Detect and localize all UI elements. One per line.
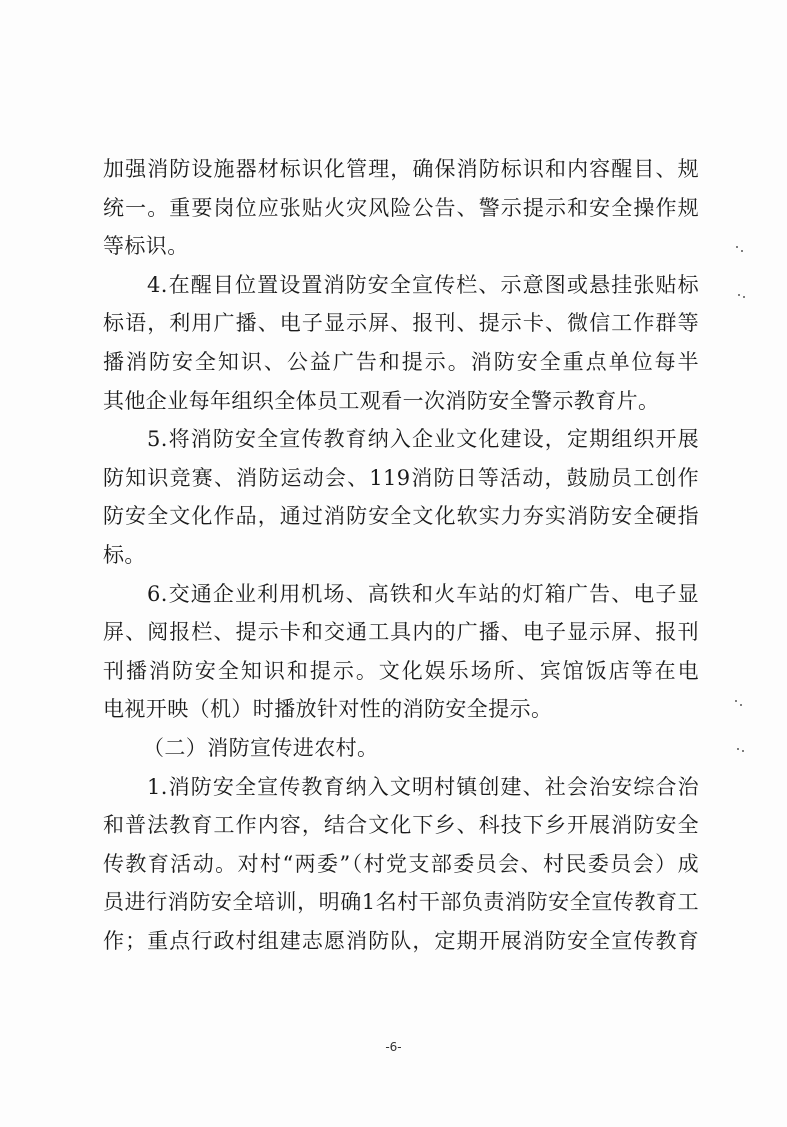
paragraph-line: 传教育活动。对村“两委”（村党支部委员会、村民委员会）成 xyxy=(103,851,699,876)
paragraph-line: 统一。重要岗位应张贴火灾风险公告、警示提示和安全操作规 xyxy=(103,195,699,220)
paragraph-line: 加强消防设施器材标识化管理，确保消防标识和内容醒目、规 xyxy=(103,157,699,181)
paragraph-line: 屏、阅报栏、提示卡和交通工具内的广播、电子显示屏、报刊 xyxy=(103,620,699,645)
paragraph-line: 员进行消防安全培训，明确1名村干部负责消防安全宣传教育工 xyxy=(103,890,699,915)
paragraph-line: 电视开映（机）时播放针对性的消防安全提示。 xyxy=(103,697,553,722)
scan-speck xyxy=(737,748,739,750)
scan-speck xyxy=(742,750,744,752)
scan-speck xyxy=(740,704,742,706)
paragraph-line: 6.交通企业利用机场、高铁和火车站的灯箱广告、电子显 xyxy=(147,581,699,606)
paragraph-line: 1.消防安全宣传教育纳入文明村镇创建、社会治安综合治 xyxy=(147,774,699,799)
section-heading: （二）消防宣传进农村。 xyxy=(143,735,379,760)
scan-speck xyxy=(735,700,737,702)
paragraph-line: 防安全文化作品，通过消防安全文化软实力夯实消防安全硬指 xyxy=(103,504,699,529)
paragraph-line: 其他企业每年组织全体员工观看一次消防安全警示教育片。 xyxy=(103,388,660,413)
scan-speck xyxy=(738,294,740,296)
paragraph-line: 和普法教育工作内容，结合文化下乡、科技下乡开展消防安全 xyxy=(103,813,699,838)
paragraph-line: 刊播消防安全知识和提示。文化娱乐场所、宾馆饭店等在电 xyxy=(103,658,699,683)
paragraph-line: 4.在醒目位置设置消防安全宣传栏、示意图或悬挂张贴标 xyxy=(147,272,699,297)
paragraph-line: 5.将消防安全宣传教育纳入企业文化建设，定期组织开展 xyxy=(147,427,699,452)
scan-speck xyxy=(741,250,743,252)
page-number: -6- xyxy=(385,1040,402,1054)
paragraph-line: 等标识。 xyxy=(103,234,189,259)
scan-speck xyxy=(736,246,738,248)
paragraph-line: 作；重点行政村组建志愿消防队，定期开展消防安全宣传教育 xyxy=(103,928,699,953)
paragraph-line: 播消防安全知识、公益广告和提示。消防安全重点单位每半 xyxy=(103,349,699,374)
paragraph-line: 标。 xyxy=(103,542,146,567)
paragraph-line: 标语，利用广播、电子显示屏、报刊、提示卡、微信工作群等 xyxy=(103,311,699,336)
body-text xyxy=(103,150,699,960)
scan-speck xyxy=(743,296,745,298)
paragraph-line: 防知识竞赛、消防运动会、119消防日等活动，鼓励员工创作 xyxy=(103,465,699,490)
